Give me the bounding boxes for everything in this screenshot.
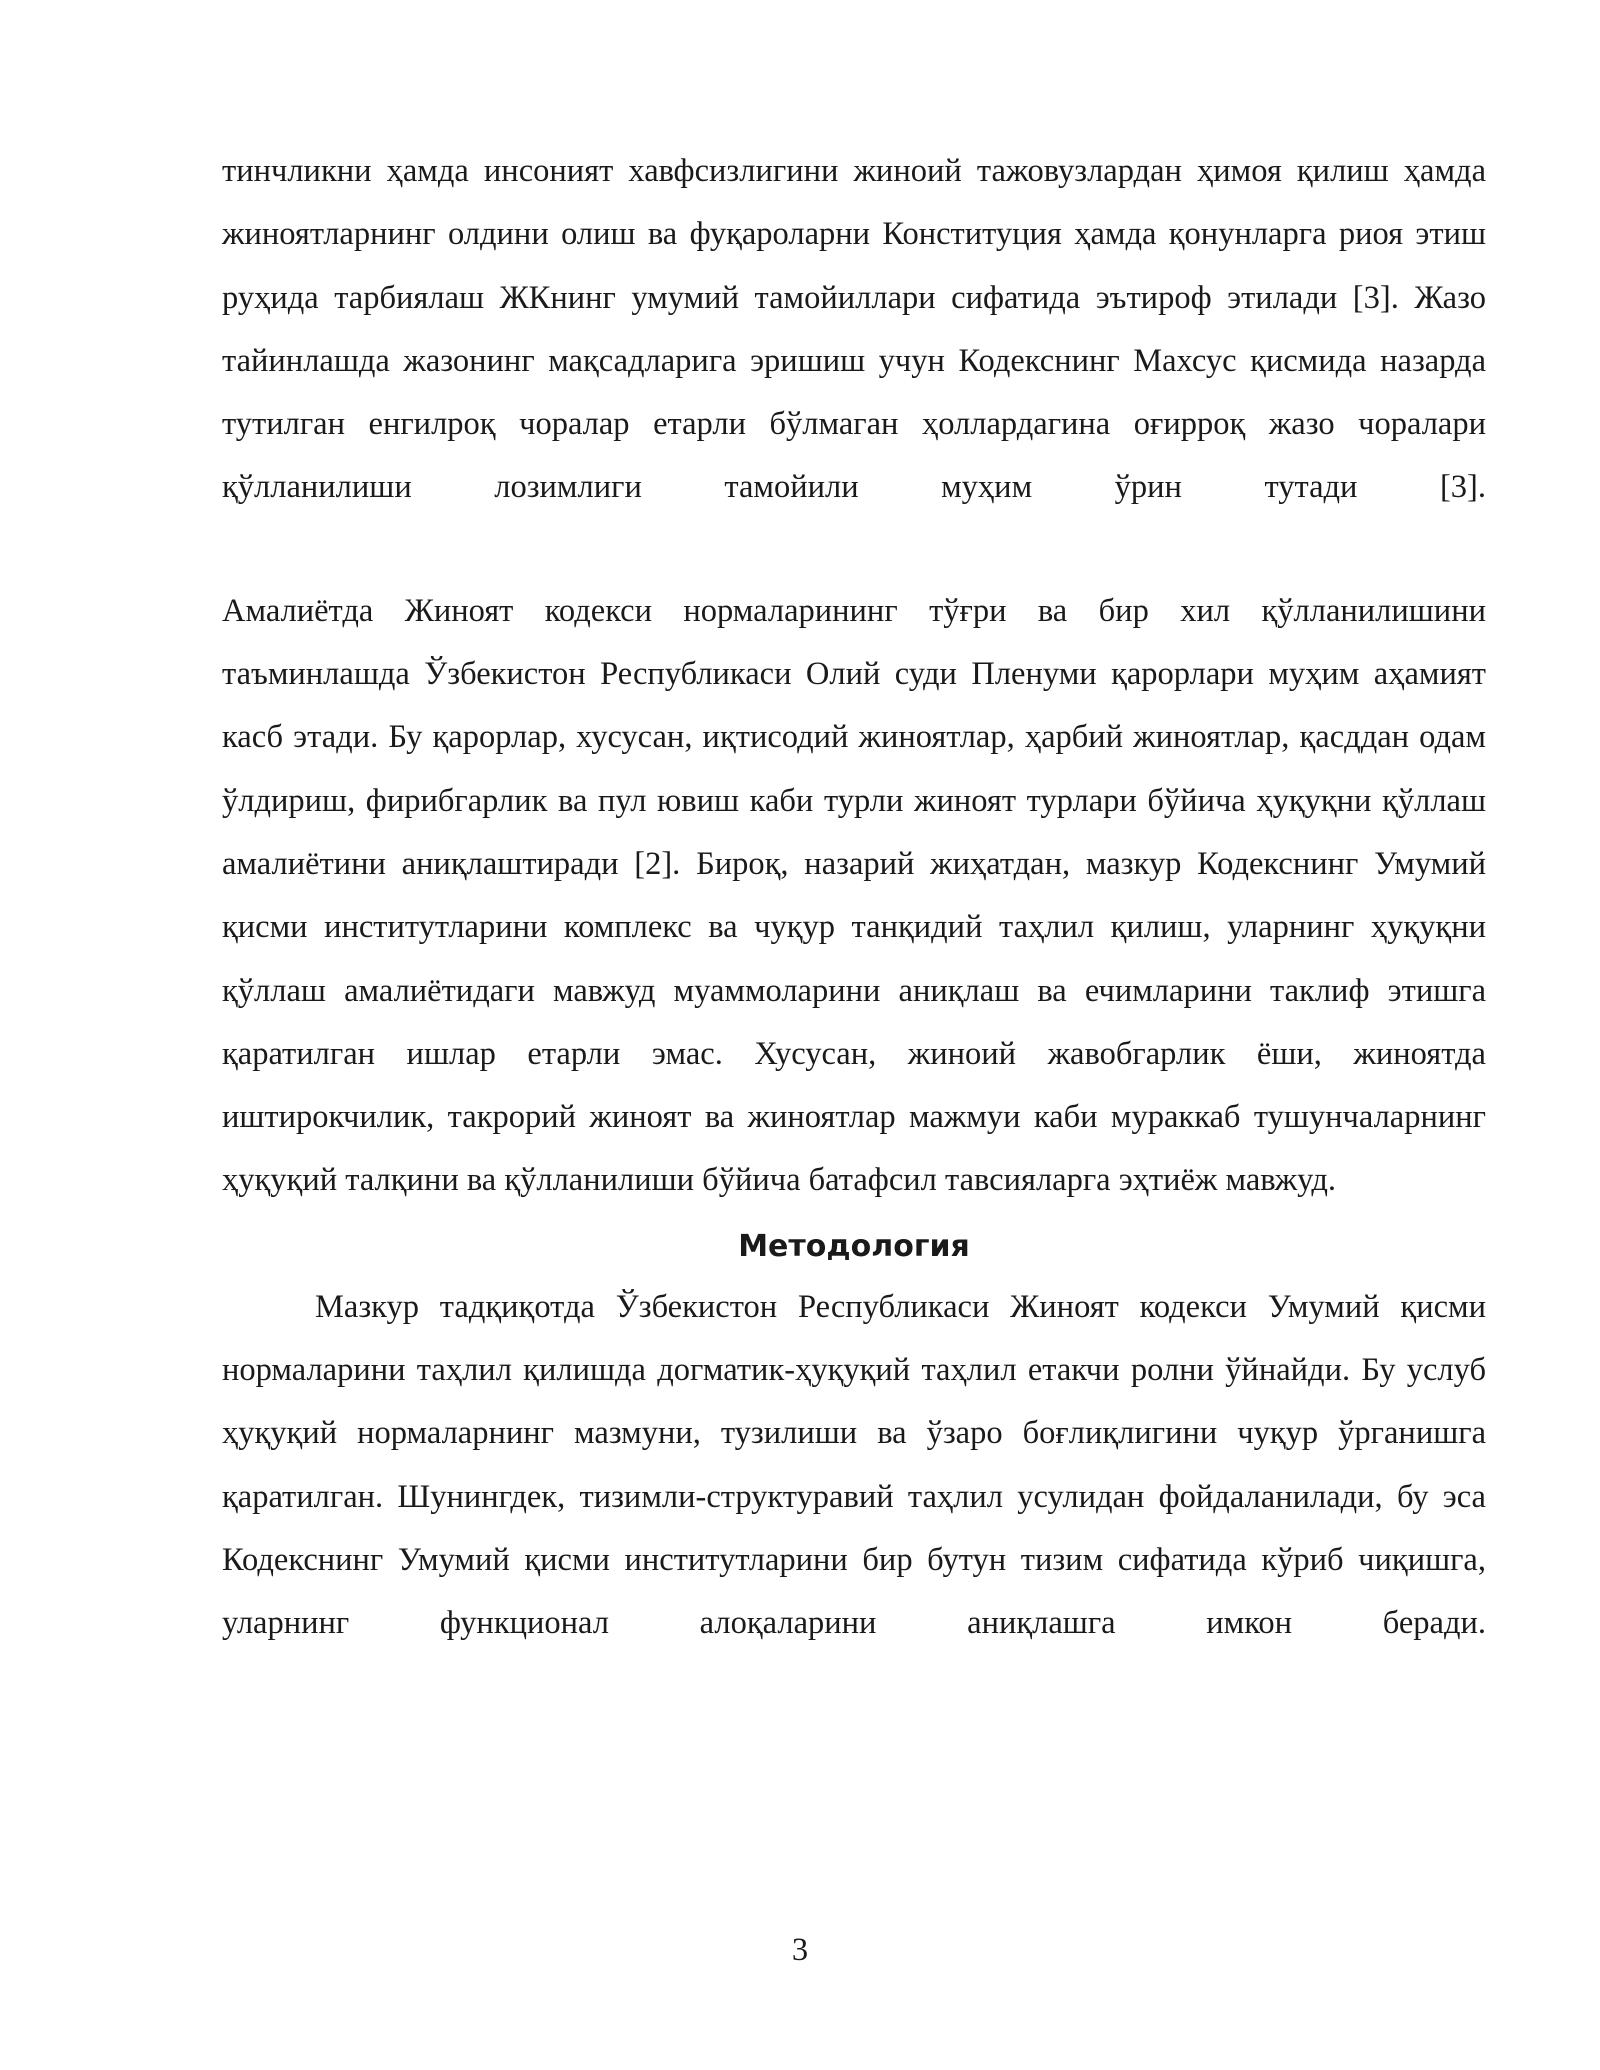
document-body [222,140,1486,1656]
paragraph-supreme-court-plenum: Амалиётда Жиноят кодекси нормаларининг тўғри ва бир хил қўлланилишини таъминлашда Ўзбекистон Республикаси Олий суди Пленуми қарорлари муҳим аҳамият касб этади. Бу қарорлар, хусусан, иқтисодий жиноятлар, ҳарбий жиноятлар, қасддан одам ўлдириш, фирибгарлик ва пул ювиш каби турли жиноят турлари бўйича ҳуқуқни қўллаш амалиётини аниқлаштиради [2]. Бироқ, назарий жиҳатдан, мазкур Кодекснинг Умумий қисми институтларини комплекс ва чуқур танқидий таҳлил қилиш, уларнинг ҳуқуқни қўллаш амалиётидаги мавжуд муаммоларини аниқлаш ва ечимларини таклиф этишга қаратилган ишлар етарли эмас. Хусусан, жиноий жавобгарлик ёши, жиноятда иштирокчилик, такрорий жиноят ва жиноятлар мажмуи каби мураккаб тушунчаларнинг ҳуқуқий талқини ва қўлланилиши бўйича батафсил тавсияларга эҳтиёж мавжуд. [222,592,1486,1199]
page-number: 3 [791,1932,809,1968]
section-heading-methodology: Методология [738,1228,970,1264]
paragraph-spacer [222,520,1486,580]
paragraph-principles: тинчликни ҳамда инсоният хавфсизлигини жиноий тажовузлардан ҳимоя қилиш ҳамда жиноятларнинг олдини олиш ва фуқароларни Конституция ҳамда қонунларга риоя этиш руҳида тарбиялаш ЖКнинг умумий тамойиллари сифатида эътироф этилади [3]. Жазо тайинлашда жазонинг мақсадларига эришиш учун Кодекснинг Махсус қисмида назарда тутилган енгилроқ чоралар етарли бўлмаган ҳоллардагина оғирроқ жазо чоралари қўлланилиши лозимлиги тамойили муҳим ўрин тутади [3]. [222,153,1486,506]
paragraph-methodology: Мазкур тадқиқотда Ўзбекистон Республикаси Жиноят кодекси Умумий қисми нормаларини таҳлил қилишда догматик-ҳуқуқий таҳлил етакчи ролни ўйнайди. Бу услуб ҳуқуқий нормаларнинг мазмуни, тузилиши ва ўзаро боғлиқлигини чуқур ўрганишга қаратилган. Шунингдек, тизимли-структуравий таҳлил усулидан фойдаланилади, бу эса Кодекснинг Умумий қисми институтларини бир бутун тизим сифатида кўриб чиқишга, уларнинг функционал алоқаларини аниқлашга имкон беради. [222,1288,1486,1642]
